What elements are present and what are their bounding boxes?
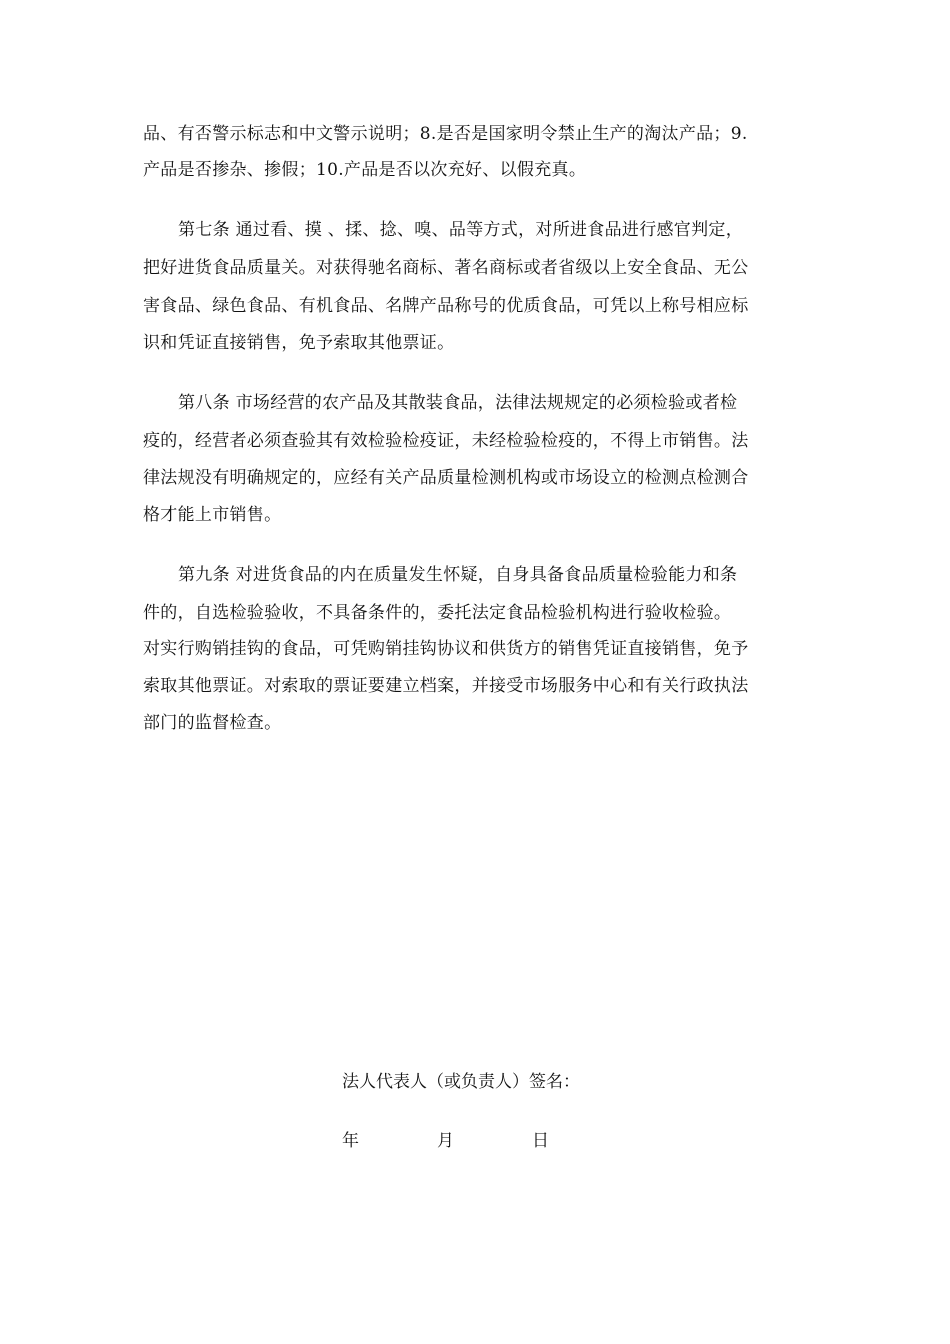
text-line: 产品是否掺杂、掺假；10.产品是否以次充好、以假充真。	[143, 160, 587, 180]
article-7-first-line: 第七条 通过看、摸 、揉、捻、嗅、品等方式，对所进食品进行感官判定，	[178, 220, 744, 240]
date-day-label: 日	[532, 1131, 549, 1151]
text-line: 索取其他票证。对索取的票证要建立档案，并接受市场服务中心和有关行政执法	[143, 676, 749, 696]
signature-label: 法人代表人（或负责人）签名：	[342, 1072, 580, 1092]
text-line: 律法规没有明确规定的，应经有关产品质量检测机构或市场设立的检测点检测合	[143, 468, 749, 488]
text-line: 识和凭证直接销售，免予索取其他票证。	[143, 333, 455, 353]
text-line: 对实行购销挂钩的食品，可凭购销挂钩协议和供货方的销售凭证直接销售，免予	[143, 639, 749, 659]
article-8-first-line: 第八条 市场经营的农产品及其散装食品，法律法规规定的必须检验或者检	[178, 393, 738, 413]
text-line: 品、有否警示标志和中文警示说明；8.是否是国家明令禁止生产的淘汰产品；9.	[143, 124, 748, 144]
date-year-label: 年	[342, 1131, 359, 1151]
text-line: 部门的监督检查。	[143, 713, 282, 733]
article-9-first-line: 第九条 对进货食品的内在质量发生怀疑，自身具备食品质量检验能力和条	[178, 565, 738, 585]
text-line: 疫的，经营者必须查验其有效检验检疫证，未经检验检疫的，不得上市销售。法	[143, 431, 749, 451]
text-line: 把好进货食品质量关。对获得驰名商标、著名商标或者省级以上安全食品、无公	[143, 258, 749, 278]
date-month-label: 月	[437, 1131, 454, 1151]
text-line: 格才能上市销售。	[143, 505, 282, 525]
text-line: 害食品、绿色食品、有机食品、名牌产品称号的优质食品，可凭以上称号相应标	[143, 296, 749, 316]
text-line: 件的，自选检验验收，不具备条件的，委托法定食品检验机构进行验收检验。	[143, 603, 732, 623]
